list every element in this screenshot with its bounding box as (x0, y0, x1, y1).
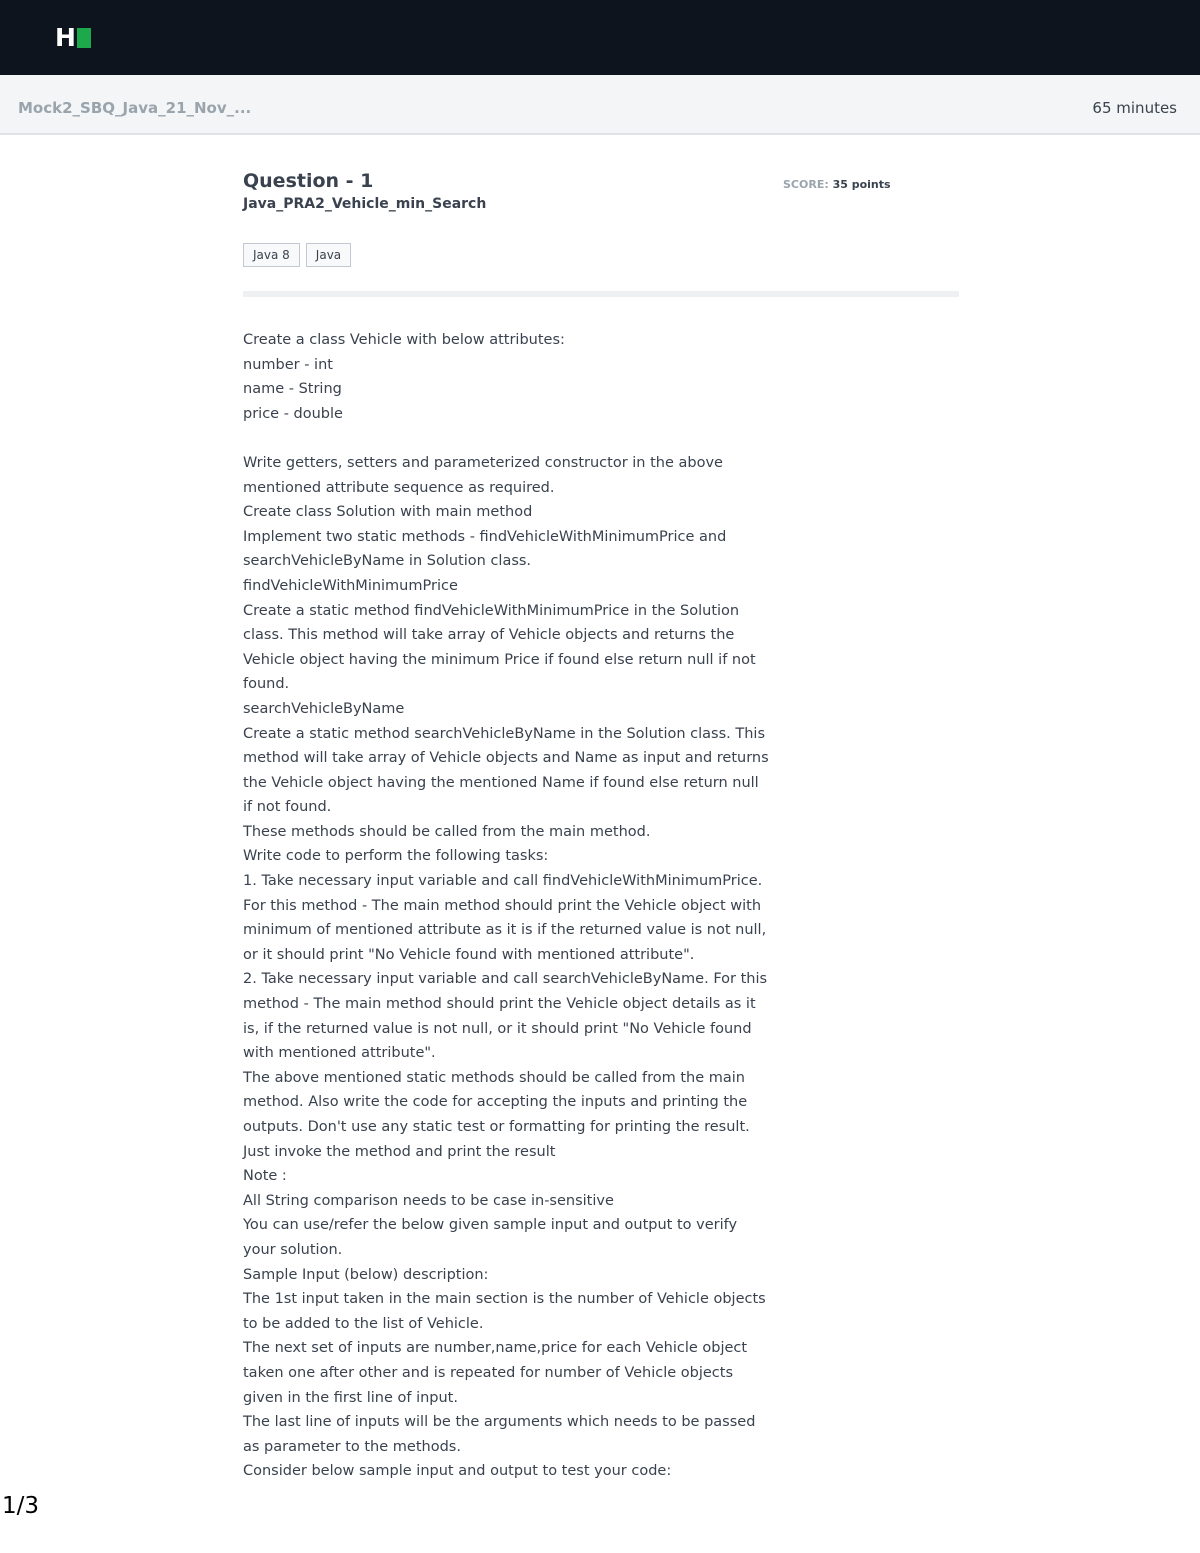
description-line: taken one after other and is repeated for number of Vehicle objects (243, 1364, 734, 1381)
question-description (243, 328, 783, 1484)
question-score (783, 178, 891, 191)
description-line: method - The main method should print the Vehicle object details as it (243, 996, 756, 1013)
description-line: Write code to perform the following tasks: (243, 848, 549, 865)
description-line: Write getters, setters and parameterized constructor in the above (243, 454, 723, 471)
question-title: Question - 1 (243, 170, 374, 192)
description-line: mentioned attribute sequence as required. (243, 479, 555, 496)
divider (243, 291, 959, 297)
description-line: The next set of inputs are number,name,price for each Vehicle object (243, 1340, 748, 1357)
top-navbar (0, 0, 1200, 75)
description-line: with mentioned attribute". (243, 1045, 436, 1062)
question-tags (243, 243, 351, 267)
test-duration: 65 minutes (1092, 99, 1177, 117)
description-line: Create a static method searchVehicleByName in the Solution class. This (243, 725, 765, 742)
description-line: For this method - The main method should print the Vehicle object with (243, 897, 762, 914)
test-name: Mock2_SBQ_Java_21_Nov_... (18, 99, 252, 117)
description-line: class. This method will take array of Vehicle objects and returns the (243, 627, 735, 644)
description-line: if not found. (243, 799, 332, 816)
description-line: The above mentioned static methods should be called from the main (243, 1069, 745, 1086)
hackerrank-logo[interactable] (55, 23, 91, 52)
description-line: Implement two static methods - findVehicleWithMinimumPrice and (243, 528, 727, 545)
description-line: Note : (243, 1168, 287, 1185)
description-line: number - int (243, 356, 333, 373)
description-line: These methods should be called from the main method. (243, 823, 651, 840)
description-line: as parameter to the methods. (243, 1438, 461, 1455)
description-line: All String comparison needs to be case in-sensitive (243, 1192, 614, 1209)
description-line: Create class Solution with main method (243, 504, 533, 521)
description-line: minimum of mentioned attribute as it is if the returned value is not null, (243, 922, 767, 939)
description-line: 1. Take necessary input variable and call findVehicleWithMinimumPrice. (243, 873, 763, 890)
score-value: 35 points (832, 178, 891, 191)
tag-java: Java (306, 243, 351, 267)
description-line: to be added to the list of Vehicle. (243, 1315, 484, 1332)
description-line: name - String (243, 381, 342, 398)
description-line: method will take array of Vehicle objects and Name as input and returns (243, 750, 769, 767)
description-line: is, if the returned value is not null, or it should print "No Vehicle found (243, 1020, 752, 1037)
logo-block-icon (77, 28, 91, 48)
description-line: Vehicle object having the minimum Price if found else return null if not (243, 651, 756, 668)
description-line: Sample Input (below) description: (243, 1266, 489, 1283)
description-line: the Vehicle object having the mentioned Name if found else return null (243, 774, 759, 791)
description-line: found. (243, 676, 290, 693)
description-line: price - double (243, 405, 343, 422)
description-line: searchVehicleByName (243, 700, 405, 717)
description-line: findVehicleWithMinimumPrice (243, 577, 458, 594)
description-line: The 1st input taken in the main section is the number of Vehicle objects (243, 1291, 766, 1308)
description-line: or it should print "No Vehicle found with mentioned attribute". (243, 946, 695, 963)
logo-letter: H (55, 23, 75, 52)
description-line: Consider below sample input and output to test your code: (243, 1463, 672, 1480)
description-line: 2. Take necessary input variable and call searchVehicleByName. For this (243, 971, 768, 988)
description-line: Create a class Vehicle with below attributes: (243, 332, 565, 348)
score-label: SCORE: (783, 178, 829, 191)
tag-java-8: Java 8 (243, 243, 300, 267)
description-line: Create a static method findVehicleWithMinimumPrice in the Solution (243, 602, 740, 619)
question-subtitle: Java_PRA2_Vehicle_min_Search (243, 196, 487, 212)
page-number: 1/3 (2, 1493, 40, 1519)
description-line: searchVehicleByName in Solution class. (243, 553, 532, 570)
description-line: You can use/refer the below given sample input and output to verify (243, 1217, 738, 1234)
description-line: Just invoke the method and print the result (243, 1143, 556, 1160)
description-line: given in the first line of input. (243, 1389, 458, 1406)
description-line: method. Also write the code for accepting the inputs and printing the (243, 1094, 748, 1111)
description-line: your solution. (243, 1241, 343, 1258)
description-line: outputs. Don't use any static test or formatting for printing the result. (243, 1119, 750, 1135)
description-line: The last line of inputs will be the arguments which needs to be passed (243, 1414, 756, 1431)
description-line (243, 426, 783, 451)
